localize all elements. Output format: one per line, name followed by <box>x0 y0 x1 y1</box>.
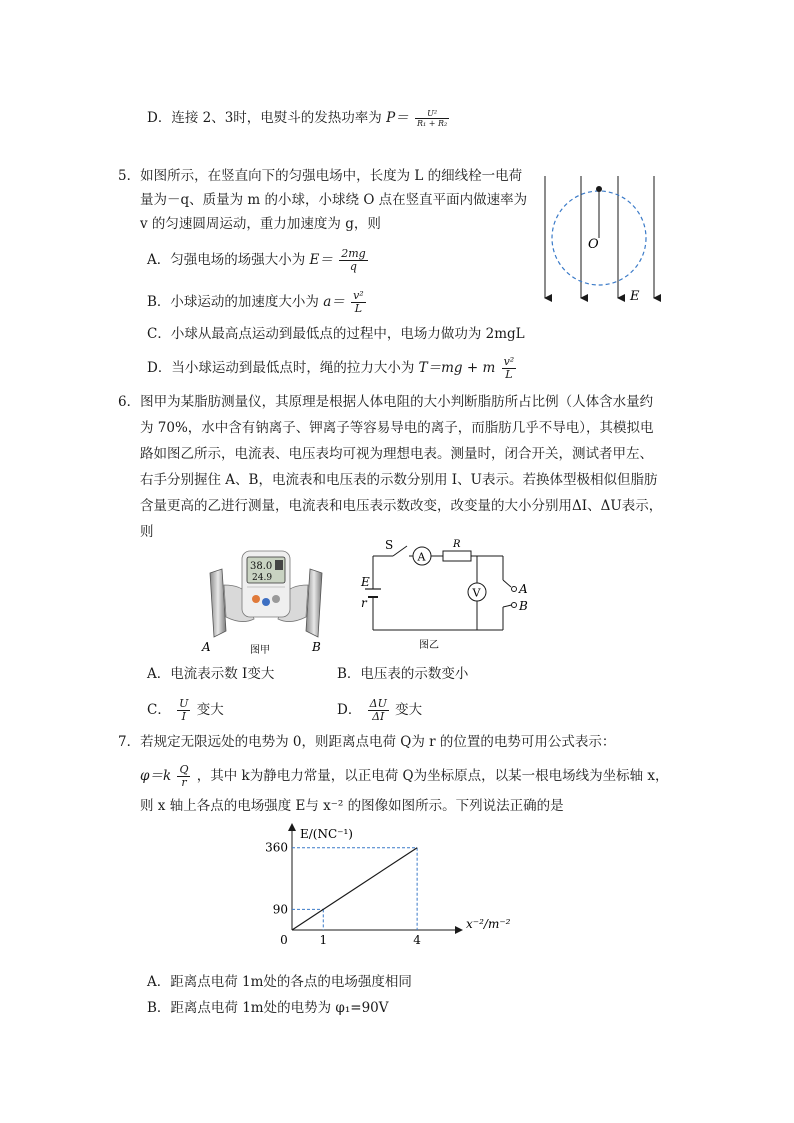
q7-option-a: A．距离点电荷 1m处的各点的电场强度相同 <box>147 974 412 990</box>
q6-option-c <box>147 698 224 723</box>
q5-option-b-fraction <box>351 290 366 315</box>
ammeter-label: A <box>417 550 426 564</box>
q5-option-a-fraction <box>339 248 367 273</box>
q6-d-den: ΔI <box>372 710 385 723</box>
q4-option-d <box>147 108 451 128</box>
q7-phi-fraction <box>177 764 190 789</box>
q6-option-c-suffix: 变大 <box>196 702 224 718</box>
q5-stem-line1: 5．如图所示，在竖直向下的匀强电场中，长度为 L 的细线栓一电荷 <box>118 168 523 184</box>
switch-blade <box>393 546 407 556</box>
q5-a-num: 2mg <box>341 247 366 260</box>
q5-d-num: v² <box>503 355 515 368</box>
voltmeter-label: V <box>472 586 481 600</box>
q5-option-d-fraction <box>502 356 517 381</box>
circuit-diagram <box>355 535 545 657</box>
q6-option-d-fraction <box>368 698 389 723</box>
q6-option-b: B．电压表的示数变小 <box>337 666 469 682</box>
internal-resistance-label: r <box>361 596 367 610</box>
q7-option-b: B．距离点电荷 1m处的电势为 φ₁=90V <box>147 1000 389 1016</box>
chart-series-line <box>292 848 417 930</box>
terminal-a-label: A <box>519 582 528 596</box>
q5-option-b-lhs: a＝ <box>323 294 345 310</box>
emf-label: E <box>361 575 370 589</box>
q6-d-num: ΔU <box>369 697 387 710</box>
q4-option-d-formula: P＝ <box>386 110 409 126</box>
q4-option-d-text: D．连接 2、3时，电熨斗的发热功率为 <box>147 110 382 126</box>
device-button-gray <box>272 595 280 603</box>
q6-c-num: U <box>179 697 189 710</box>
screen-reading-bottom: 24.9 <box>252 573 273 583</box>
terminal-b <box>512 603 517 608</box>
q5-option-d-text: D．当小球运动到最低点时，绳的拉力大小为 <box>147 360 415 376</box>
switch-label: S <box>385 538 394 552</box>
q5-option-d-lhs: T＝mg + m <box>418 360 496 376</box>
q7-stem-line2-text: ，其中 k为静电力常量，以正电荷 Q为坐标原点，以某一根电场线为坐标轴 x， <box>196 768 669 784</box>
x-tick-2: 4 <box>413 933 421 947</box>
q4-frac-num: U² <box>415 109 449 119</box>
q6-option-d <box>337 698 422 723</box>
q5-option-a-text: A．匀强电场的场强大小为 <box>147 252 306 268</box>
field-label: E <box>630 289 640 304</box>
q6-option-d-label: D． <box>337 702 362 718</box>
q4-option-d-fraction <box>415 109 449 128</box>
q7-stem-line3: 则 x 轴上各点的电场强度 E与 x⁻² 的图像如图所示。下列说法正确的是 <box>140 798 564 814</box>
q6-stem-line3: 路如图乙所示，电流表、电压表均可视为理想电表。测量时，闭合开关，测试者甲左、 <box>140 446 653 462</box>
q6-stem-line1: 6．图甲为某脂肪测量仪，其原理是根据人体电阻的大小判断脂肪所占比例（人体含水量约 <box>118 394 654 410</box>
q5-option-b <box>147 290 368 315</box>
q6-option-d-suffix: 变大 <box>395 702 423 718</box>
chart-x-label: x⁻²/m⁻² <box>466 917 511 931</box>
q6-c-den: I <box>181 710 186 723</box>
fat-meter-device <box>192 545 342 655</box>
q5-a-den: q <box>349 260 357 273</box>
q7-phi-den: r <box>181 776 187 789</box>
ball-dot <box>596 186 602 192</box>
q5-b-num: v² <box>353 289 364 302</box>
q5-option-a-lhs: E＝ <box>309 252 333 268</box>
q6-stem-line4: 右手分别握住 A、B，电流表和电压表的示数分别用 I、U表示。若换体型极相似但脂肪 <box>140 472 658 488</box>
q5-stem-line2: 量为－q、质量为 m 的小球，小球绕 O 点在竖直平面内做速率为 <box>140 192 528 208</box>
q6-stem-line2: 为 70%，水中含有钠离子、钾离子等容易导电的离子，而脂肪几乎不导电），其模拟电 <box>140 420 654 436</box>
q5-field-diagram <box>536 172 666 307</box>
q7-phi-formula: φ＝k <box>140 768 172 784</box>
device-button-blue <box>262 598 270 606</box>
q5-option-c: C．小球从最高点运动到最低点的过程中，电场力做功为 2mgL <box>147 326 525 342</box>
q7-stem-line1: 7．若规定无限远处的电势为 0，则距离点电荷 Q为 r 的位置的电势可用公式表示： <box>118 734 616 750</box>
q5-option-a <box>147 248 370 273</box>
figure-a-caption: 图甲 <box>250 645 270 656</box>
e-vs-x-inverse-square-chart <box>262 820 511 950</box>
x-tick-0: 0 <box>280 933 288 947</box>
q5-b-den: L <box>354 302 363 315</box>
y-tick-1: 90 <box>272 902 288 917</box>
q7-phi-num: Q <box>179 763 189 776</box>
q7-stem-line2 <box>140 764 669 789</box>
q4-frac-den: R₁ + R₂ <box>416 119 448 128</box>
grip-label-a: A <box>202 640 211 654</box>
terminal-b-label: B <box>519 599 528 613</box>
q5-stem-line3: v 的匀速圆周运动，重力加速度为 g，则 <box>140 216 381 232</box>
device-button-orange <box>252 595 260 603</box>
left-grip <box>210 569 226 637</box>
figure-b-caption: 图乙 <box>419 640 439 651</box>
grip-label-b: B <box>312 640 321 654</box>
q5-option-d <box>147 356 518 381</box>
resistor <box>443 551 471 561</box>
x-tick-1: 1 <box>319 933 328 947</box>
q6-option-c-fraction <box>177 698 190 723</box>
terminal-a <box>512 587 517 592</box>
y-tick-2: 360 <box>265 840 288 855</box>
resistor-label: R <box>453 539 461 550</box>
q5-d-den: L <box>505 368 513 381</box>
right-grip <box>306 569 322 637</box>
q5-option-b-text: B．小球运动的加速度大小为 <box>147 294 319 310</box>
q6-option-a: A．电流表示数 I变大 <box>147 666 275 682</box>
center-label: O <box>588 237 599 252</box>
screen-reading-top: 38.0 <box>250 561 273 572</box>
q6-option-c-label: C． <box>147 702 171 718</box>
q6-stem-line5: 含量更高的乙进行测量，电流表和电压表示数改变，改变量的大小分别用ΔI、ΔU表示， <box>140 498 663 514</box>
chart-y-label: E/(NC⁻¹) <box>300 827 353 841</box>
q6-stem-line6: 则 <box>140 524 154 540</box>
